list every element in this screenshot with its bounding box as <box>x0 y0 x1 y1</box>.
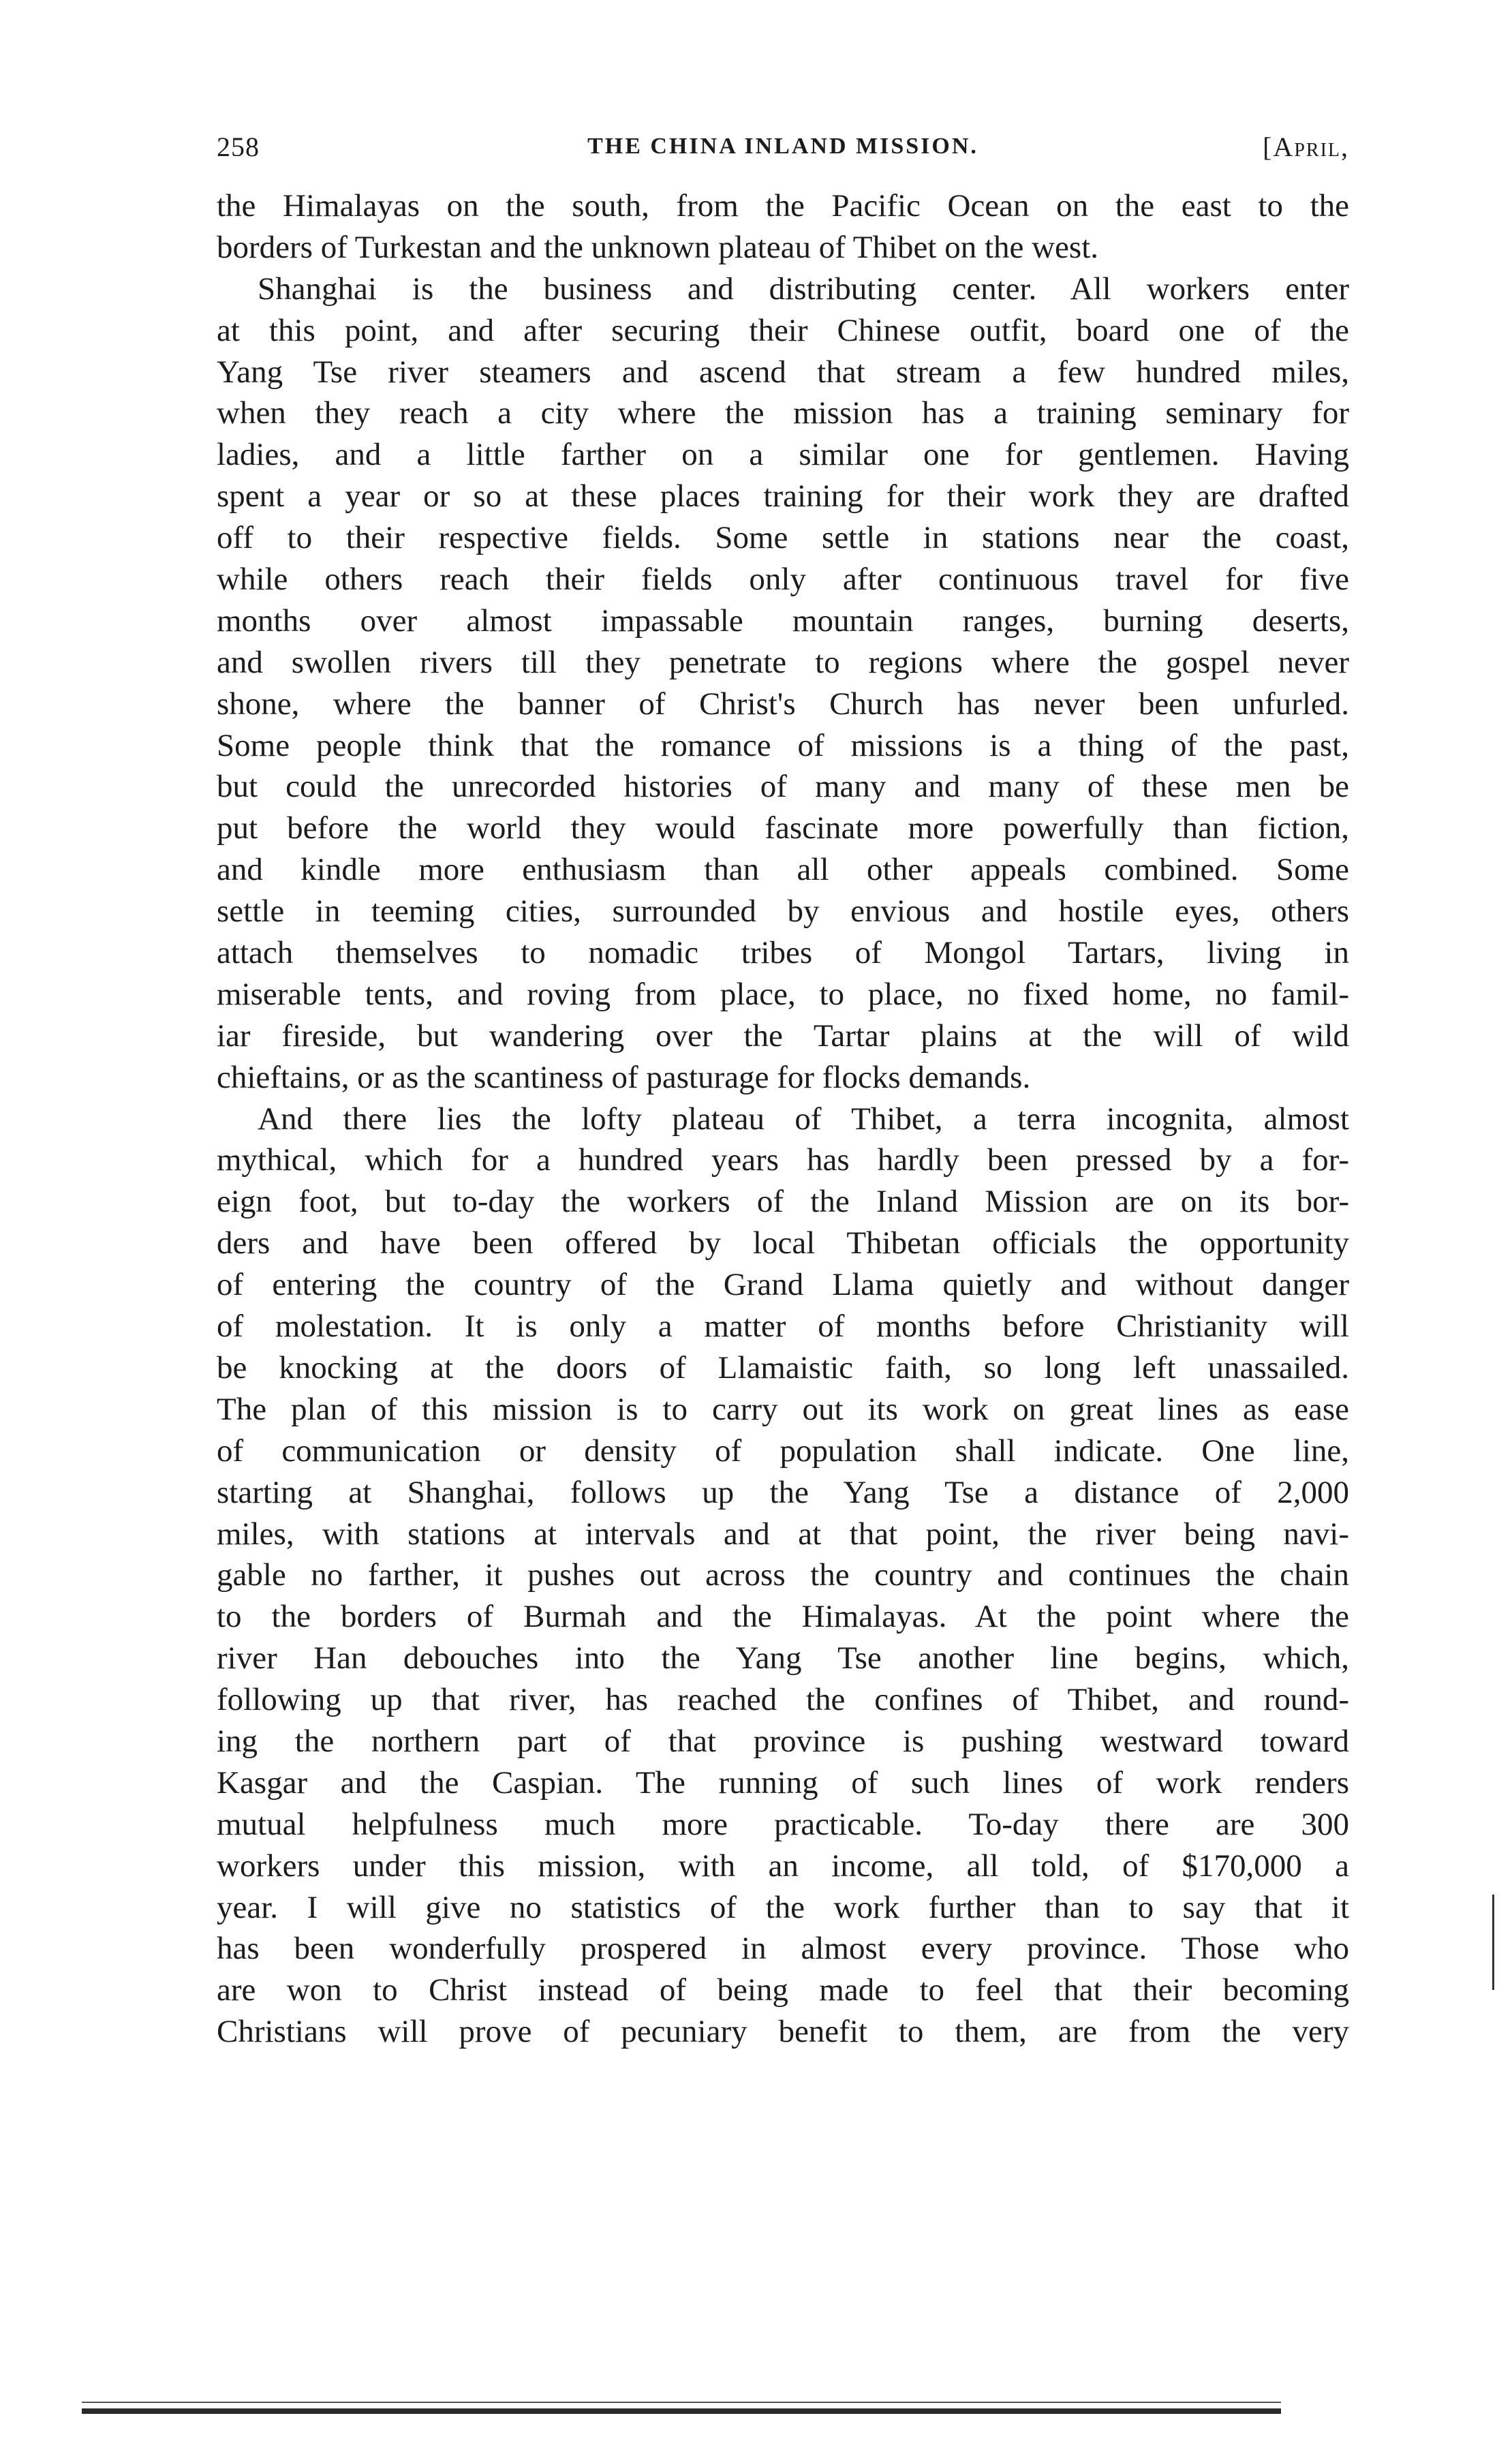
text-line: of molestation. It is only a matter of months before Christianity will <box>217 1308 1349 1345</box>
text-line: when they reach a city where the mission has a training seminary for <box>217 395 1349 431</box>
text-line: put before the world they would fascinate more powerfully than fiction, <box>217 810 1349 846</box>
text-line: shone, where the banner of Christ's Church has never been unfurled. <box>217 686 1349 722</box>
page-header <box>217 131 1349 172</box>
text-line: and swollen rivers till they penetrate to regions where the gospel never <box>217 644 1349 680</box>
text-line: at this point, and after securing their Chinese outfit, board one of the <box>217 312 1349 348</box>
running-title: THE CHINA INLAND MISSION. <box>587 134 978 159</box>
page-number: 258 <box>217 132 260 162</box>
text-line: And there lies the lofty plateau of Thibet, a terra incognita, almost <box>258 1101 1349 1137</box>
text-line: mutual helpfulness much more practicable. To-day there are 300 <box>217 1806 1349 1842</box>
text-line: Christians will prove of pecuniary benefit to them, are from the very <box>217 2014 1349 2050</box>
text-line: while others reach their fields only after continuous travel for five <box>217 562 1349 598</box>
text-line: Shanghai is the business and distributing center. All workers enter <box>258 271 1349 307</box>
text-line: eign foot, but to-day the workers of the Inland Mission are on its bor- <box>217 1184 1349 1220</box>
text-line: ing the northern part of that province is pushing westward toward <box>217 1723 1349 1759</box>
text-line: year. I will give no statistics of the work further than to say that it <box>217 1889 1349 1925</box>
text-line: mythical, which for a hundred years has hardly been pressed by a for- <box>217 1142 1349 1178</box>
text-line: and kindle more enthusiasm than all other appeals combined. Some <box>217 852 1349 888</box>
text-line: chieftains, or as the scantiness of pasturage for flocks demands. <box>217 1059 1031 1095</box>
text-line: ladies, and a little farther on a similar one for gentlemen. Having <box>217 437 1349 473</box>
text-line: ders and have been offered by local Thibetan officials the opportunity <box>217 1225 1349 1261</box>
text-line: settle in teeming cities, surrounded by envious and hostile eyes, others <box>217 893 1349 930</box>
text-line: to the borders of Burmah and the Himalayas. At the point where the <box>217 1599 1349 1635</box>
text-line: starting at Shanghai, follows up the Yang Tse a distance of 2,000 <box>217 1474 1349 1510</box>
text-line: months over almost impassable mountain ranges, burning deserts, <box>217 602 1349 639</box>
text-line: following up that river, has reached the confines of Thibet, and round- <box>217 1682 1349 1718</box>
text-line: be knocking at the doors of Llamaistic faith, so long left unassailed. <box>217 1349 1349 1385</box>
footer-rule <box>82 2406 1281 2417</box>
text-line: attach themselves to nomadic tribes of Mongol Tartars, living in <box>217 935 1349 971</box>
article-body <box>217 185 1349 2053</box>
text-line: workers under this mission, with an income, all told, of $170,000 a <box>217 1848 1349 1884</box>
text-line: iar fireside, but wandering over the Tartar plains at the will of wild <box>217 1017 1349 1054</box>
text-line: gable no farther, it pushes out across the country and continues the chain <box>217 1557 1349 1593</box>
text-line: Kasgar and the Caspian. The running of such lines of work renders <box>217 1764 1349 1801</box>
text-line: The plan of this mission is to carry out its work on great lines as ease <box>217 1391 1349 1427</box>
text-line: of communication or density of population shall indicate. One line, <box>217 1433 1349 1469</box>
issue-month: [April, <box>1263 132 1349 162</box>
text-line: spent a year or so at these places training for their work they are drafted <box>217 478 1349 515</box>
text-line: the Himalayas on the south, from the Pacific Ocean on the east to the <box>217 188 1349 224</box>
text-line: miles, with stations at intervals and at that point, the river being navi- <box>217 1516 1349 1552</box>
text-line: miserable tents, and roving from place, to place, no fixed home, no famil- <box>217 976 1349 1012</box>
text-line: Yang Tse river steamers and ascend that stream a few hundred miles, <box>217 354 1349 390</box>
text-line: of entering the country of the Grand Llama quietly and without danger <box>217 1267 1349 1303</box>
text-line: has been wonderfully prospered in almost every province. Those who <box>217 1931 1349 1967</box>
text-line: off to their respective fields. Some settle in stations near the coast, <box>217 520 1349 556</box>
text-line: Some people think that the romance of missions is a thing of the past, <box>217 727 1349 763</box>
text-line: river Han debouches into the Yang Tse another line begins, which, <box>217 1640 1349 1676</box>
text-line: borders of Turkestan and the unknown plateau of Thibet on the west. <box>217 229 1099 265</box>
margin-mark <box>1492 1895 1494 1990</box>
text-line: are won to Christ instead of being made to feel that their becoming <box>217 1972 1349 2008</box>
text-line: but could the unrecorded histories of many and many of these men be <box>217 769 1349 805</box>
